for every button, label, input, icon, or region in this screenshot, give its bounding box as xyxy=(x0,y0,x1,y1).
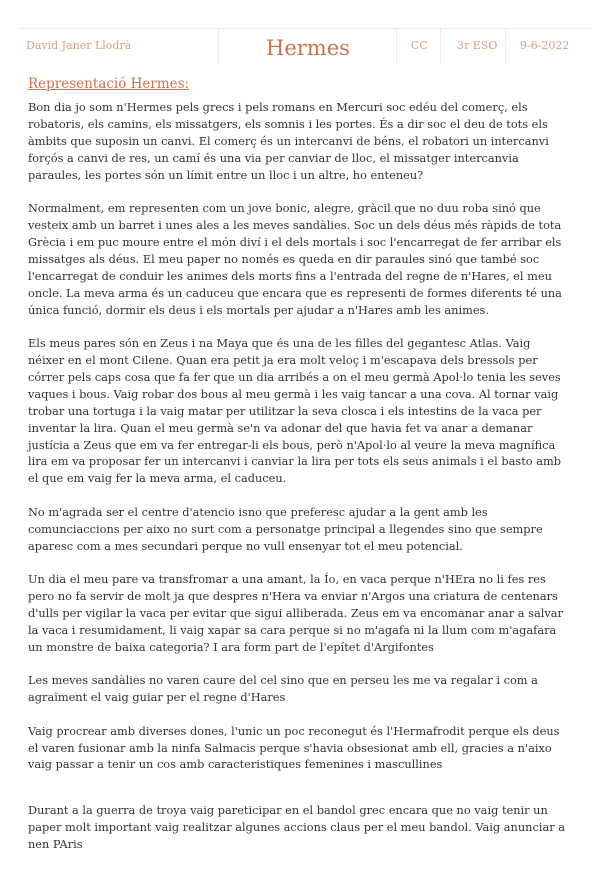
document-title: Hermes xyxy=(266,36,350,60)
level-label: 3r ESO xyxy=(457,39,498,52)
page-header xyxy=(20,28,592,69)
paragraph: Durant a la guerra de troya vaig pareticipar en el bandol grec encara que no vaig tenir un paper molt important vaig realitzar algunes accions claus per el meu bandol. Vaig anunciar a nen PAris xyxy=(28,803,566,852)
paragraph: Un dia el meu pare va transfromar a una amant, la Ío, en vaca perque n'HEra no li fes res pero no fa servir de molt ja que despres n'Hera va enviar n'Argos una criatura de centenars d'ulls per vigilar la vaca per evitar que sigui alliberada. Zeus em va encomanar anar a salvar la vaca i resumidament, li vaig xapar sa cara perque si no m'agafa ni la llum com m'agafara un monstre de baixa categoria? I ara form part de l'epítet d'Argifontes xyxy=(28,572,563,654)
paragraph: Normalment, em representen com un jove bonic, alegre, gràcil que no duu roba sinó que vesteix amb un barret i unes ales a les meves sandàlies. Soc un dels déus més ràpids de tota Grècia i em puc moure entre el món diví i el dels mortals i soc l'encarregat de fer arribar els missatges als déus. El meu paper no només es queda en dir paraules sinó que també soc l'encarregat de conduir les animes dels morts fins a l'entrada del regne de n'Hares, el meu oncle. La meva arma és un caduceu que encara que es representi de formes diferents té una única funció, dormir els deus i els mortals per ajudar a n'Hares amb les animes. xyxy=(28,201,562,317)
section-heading: Representació Hermes: xyxy=(28,76,190,92)
course-label: CC xyxy=(411,39,428,52)
paragraph: Bon dia jo som n'Hermes pels grecs i pels romans en Mercuri soc edéu del comerç, els robatoris, els camins, els missatgers, els somnis i les portes. És a dir soc el deu de tots els àmbits que suposin un canvi. El comerç és un intercanvi de béns, el robatori un intercanvi forçós a canvi de res, un camí és una via per canviar de lloc, el missatger intercanvia paraules, les portes són un límit entre un lloc i un altre, ho enteneu? xyxy=(28,100,549,182)
header-divider xyxy=(505,29,506,65)
paragraph: Vaig procrear amb diverses dones, l'unic un poc reconegut és l'Hermafrodit perque els deus el varen fusionar amb la ninfa Salmacis perque s'havia obsesionat amb ell, gracies a n'aixo vaig passar a tenir un cos amb caracteristiques femenines i mascullines xyxy=(28,723,560,772)
document-body xyxy=(28,76,568,870)
date-label: 9-6-2022 xyxy=(520,39,570,52)
header-divider xyxy=(396,29,397,65)
paragraph: Les meves sandàlies no varen caure del cel sino que en perseu les me va regalar i com a agraïment el vaig guiar per el regne d'Hares xyxy=(28,673,538,705)
paragraph: No m'agrada ser el centre d'atencio isno que preferesc ajudar a la gent amb les comunciaccions per aixo no surt com a personatge principal a llegendes sino que sempre aparesc com a mes secundari perque no vull ensenyar tot el meu potencial. xyxy=(28,504,543,553)
header-divider xyxy=(218,29,219,65)
header-divider xyxy=(440,29,441,65)
paragraph: Els meus pares són en Zeus i na Maya que és una de les filles del gegantesc Atlas. Vaig néixer en el mont Cilene. Quan era petit ja era molt veloç i m'escapava dels bressols per córrer pels caps cosa que fa fer que un dia arribés a on el meu germà Apol·lo tenia les seves vaques i bous. Vaig robar dos bous al meu germà i les vaig tancar a una cova. Al tornar vaig trobar una tortuga i la vaig matar per utilitzar la seva closca i els intestins de la vaca per inventar la lira. Quan el meu germà se'n va adonar del que havia fet va anar a demanar justícia a Zeus que em va fer entregar-li els bous, però n'Apol·lo al veure la meva magnífica lira em va proposar fer un intercanvi i canviar la lira per tots els seus animals i el basto amb el que em vaig fer la meva arma, el caduceu. xyxy=(28,336,561,486)
author-name: David Janer Llodrà xyxy=(26,39,132,52)
